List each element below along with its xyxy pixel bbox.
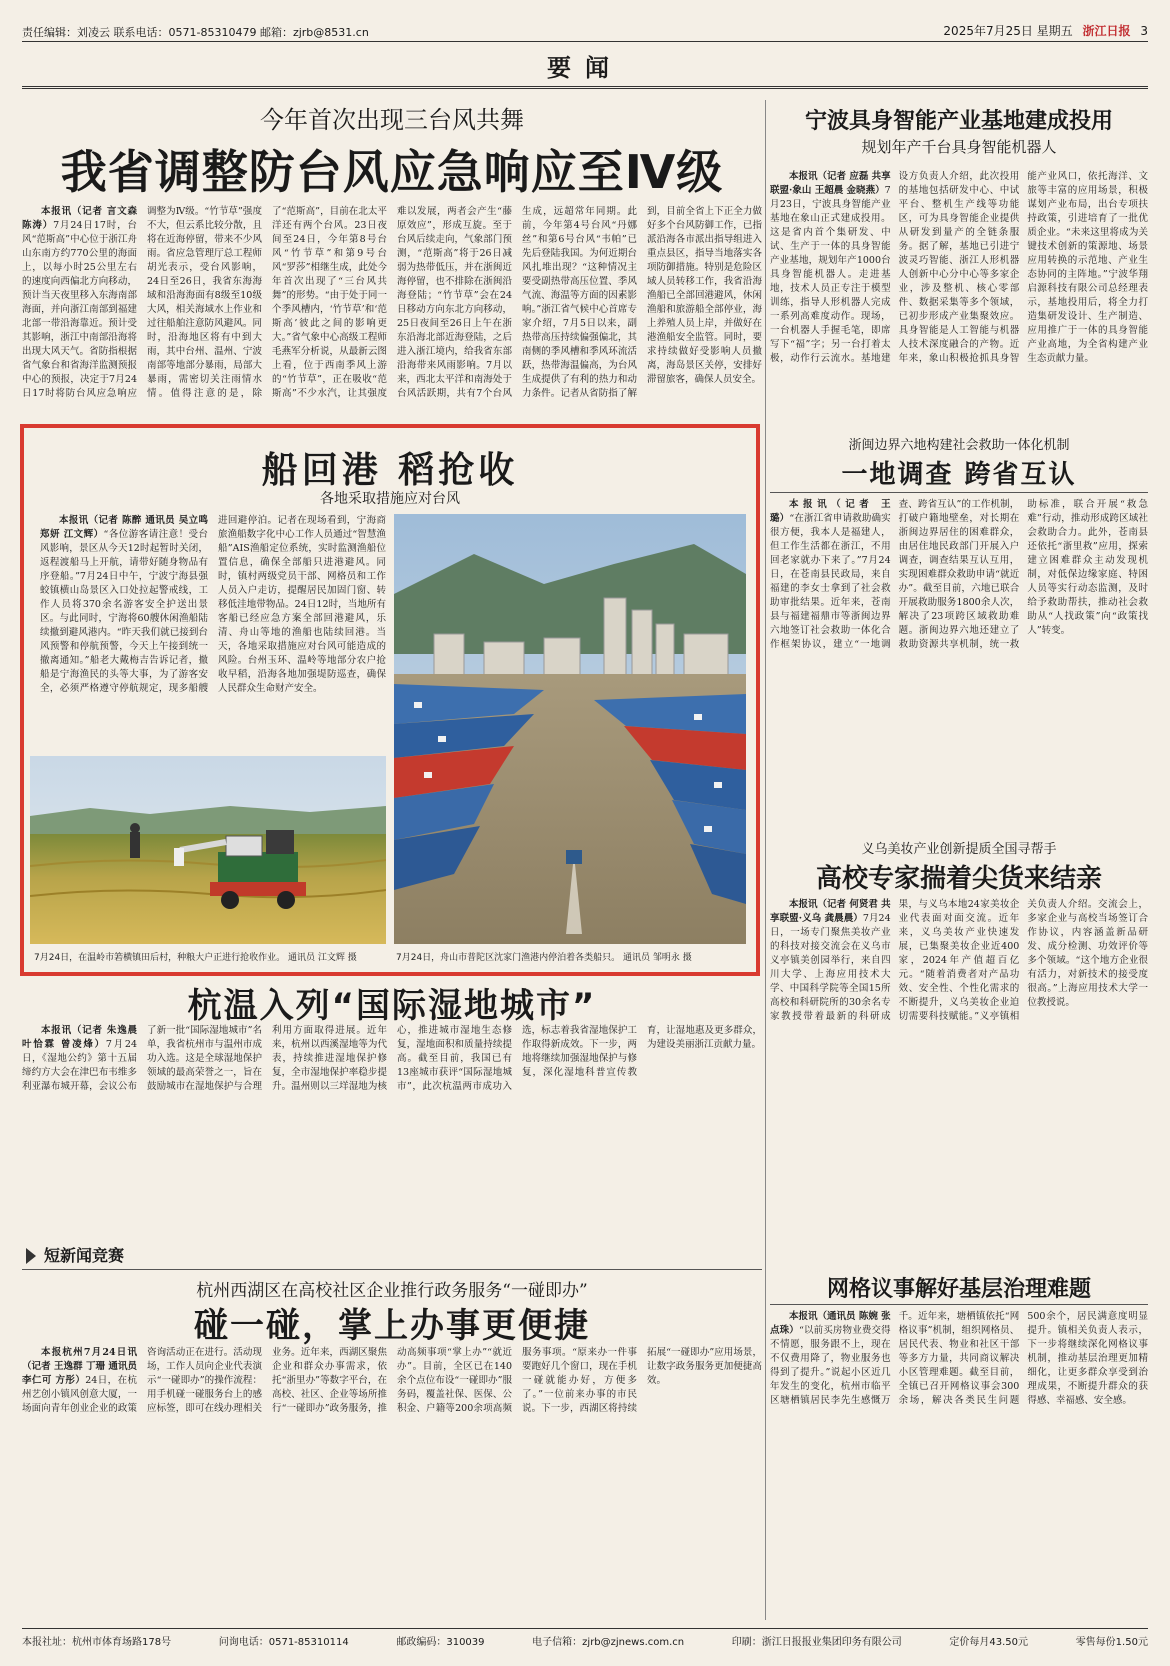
fishing-port-illustration: [394, 514, 746, 944]
xihu-byline: 本报杭州7月24日讯（记者 王逸群 丁珊 通讯员 李仁可 方彤）: [22, 1347, 137, 1386]
yiwu-headline: 高校专家揣着尖货来结亲: [815, 864, 1102, 894]
short-news-label: 短新闻竞赛: [44, 1246, 125, 1265]
footer-post: 邮政编码：310039: [396, 1637, 485, 1648]
feature-headline: 船回港 稻抢收: [261, 449, 519, 491]
editor-info: 责任编辑：刘凌云 联系电话：0571-85310479 邮箱：zjrb@8531.cn: [22, 26, 369, 39]
feature-box: [20, 424, 760, 976]
wetland-body-text: 7月24日，《湿地公约》第十五届缔约方大会在津巴布韦维多利亚瀑布城开幕，会议公布了新一批“国际湿地城市”名单，我省杭州市与温州市成功入选。这是全球湿地保护领域的最高荣誉之一，旨在鼓励城市在湿地保护与合理利用方面取得进展。近年来，杭州以西溪湿地等为代表，持续推进湿地保护修复，全市湿地保护率稳步提升。温州则以三垟湿地为核心，推进城市湿地生态修复，湿地面积和质量持续提高。截至目前，我国已有13座城市获评“国际湿地城市”，此次杭温两市成功入选，标志着我省湿地保护工作取得新成效。下一步，两地将继续加强湿地保护与修复，深化湿地科普宣传教育，让湿地惠及更多群众，为建设美丽浙江贡献力量。: [22, 1025, 762, 1092]
footer-email: 电子信箱：zjrb@zjnews.com.cn: [532, 1637, 685, 1648]
yiwu-kicker: 义乌美妆产业创新提质全国寻帮手: [861, 842, 1057, 857]
zheminc-article-body: [770, 498, 1148, 822]
ningbo-body-text: 7月23日，宁波具身智能产业基地在象山正式建成投用。这是省内首个集研发、中试、生产于一体的具身智能产业基地，规划年产1000台具身智能机器人。走进基地，技术人员正专注于模型训练，指导人形机器人完成一系列高难度动作。现场，一台机器人手握毛笔，即席写下“福”字；另一台打着太极，动作行云流水。基地建设方负责人介绍，此次投用的基地包括研发中心、中试平台、整机生产线等功能区，可为具身智能企业提供从研发到量产的全链条服务。据了解，基地已引进宁波灵巧智能、浙江人形机器人创新中心分中心等多家企业，涉及整机、核心零部件、数据采集等多个领域，已初步形成产业集聚效应。具身智能是人工智能与机器人技术深度融合的产物。近年来，象山积极抢抓具身智能产业风口，依托海洋、文旅等丰富的应用场景，积极谋划产业布局，出台专项扶持政策，引进培育了一批优质企业。“未来这里将成为关键技术创新的策源地、场景应用转换的示范地、产业生态协同的主阵地。”宁波华翔启源科技有限公司总经理表示，基地投用后，将全力打造集研发设计、生产制造、应用推广于一体的具身智能产业高地，为全省构建产业生态贡献力量。: [770, 171, 1148, 364]
issue-date: 2025年7月25日 星期五: [943, 24, 1073, 38]
lead-byline: 本报讯（记者 言文森 陈涛）: [22, 206, 137, 231]
xihu-kicker: 杭州西湖区在高校社区企业推行政务服务“一碰即办”: [196, 1281, 588, 1301]
zheminc-byline: 本报讯（记者 王璐）: [770, 499, 891, 524]
page-footer: [22, 1628, 1148, 1648]
grid-article-body: [770, 1310, 1148, 1618]
newspaper-logo: 浙江日报: [1082, 24, 1131, 38]
xihu-headline: 碰一碰，掌上办事更便捷: [194, 1306, 590, 1346]
zheminc-body-text: “在浙江省申请救助确实很方便，我本人是福建人，但工作生活都在浙江，不用回老家就办下来了。”7月24日，在苍南县民政局，来自福建的李女士拿到了社会救助审批结果。近年来，苍南县与福建福鼎市等浙闽边界六地签订社会救助一体化合作框架协议，建立“一地调查、跨省互认”的工作机制，打破户籍地壁垒，对长期在浙闽边界居住的困难群众，由居住地民政部门开展入户调查，调查结果互认互用，实现困难群众救助申请“就近办”。截至目前，六地已联合开展救助服务1800余人次，解决了23项跨区域救助难题。浙闽边界六地还建立了救助资源共享机制，统一救助标准，联合开展“救急难”行动，推动形成跨区域社会救助合力。此外，苍南县还依托“浙里救”应用，探索建立困难群众主动发现机制，对低保边缘家庭、特困人员等实行动态监测，及时给予救助帮扶，推动社会救助从“人找政策”向“政策找人”转变。: [770, 499, 1148, 650]
arrow-icon: [26, 1248, 36, 1264]
short-news-header: [22, 1244, 762, 1270]
feature-subheadline: 各地采取措施应对台风: [320, 491, 460, 507]
ningbo-subheadline: 规划年产千台具身智能机器人: [861, 138, 1057, 156]
lead-headline: 我省调整防台风应急响应至Ⅳ级: [60, 145, 724, 199]
feature-article-body: [40, 514, 386, 752]
header-right: [943, 22, 1148, 39]
fishing-port-photo: [394, 514, 746, 944]
lead-article-body: [22, 205, 762, 411]
ningbo-headline: 宁波具身智能产业基地建成投用: [804, 108, 1113, 134]
port-photo-caption: 7月24日，舟山市普陀区沈家门渔港内停泊着各类船只。 通讯员 邹明永 摄: [396, 953, 692, 963]
wetland-article-body: [22, 1024, 762, 1236]
xihu-article-body: [22, 1346, 762, 1618]
grid-body-text: “以前买房物业费交得不情愿，服务跟不上，现在不仅费用降了，物业服务也得到了提升。”说起小区近几年发生的变化，杭州市临平区塘栖镇居民李先生感慨万千。近年来，塘栖镇依托“网格议事”机制，组织网格员、居民代表、物业和社区干部等多方力量，共同商议解决小区管理难题。截至目前，全镇已召开网格议事会300余场，解决各类民生问题500余个，居民满意度明显提升。镇相关负责人表示，下一步将继续深化网格议事机制，推动基层治理更加精细化，让更多群众享受到治理成果，不断提升群众的获得感、幸福感、安全感。: [770, 1311, 1148, 1406]
zheminc-headline: 一地调查 跨省互认: [841, 460, 1077, 490]
page-number: 3: [1140, 24, 1148, 38]
section-title: 要闻: [547, 53, 623, 82]
column-divider: [765, 100, 766, 1620]
page-header: [22, 20, 1148, 42]
lead-body-text: 7月24日17时，台风“范斯高”中心位于浙江舟山东南方约770公里的海面上，以每小时25公里左右的速度向西偏北方向移动，预计当天夜里移入东海南部海面，并向浙江南部到福建北部一带沿海靠近。预计受其影响，浙江中南部沿海将出现大风天气。省防指根据省气象台和省海洋监测预报中心的预报，决定于7月24日17时将防台风应急响应调整为Ⅳ级。“竹节草”强度不大，但云系比较分散，且将在近海停留，带来不少风雨。省应急管理厅总工程师胡光表示，受台风影响，24日至26日，我省东海海域和沿海海面有8级至10级大风，相关海域水上作业和过往船舶注意防风避风。同时，沿海地区将有中到大雨，其中台州、温州、宁波南部等地部分暴雨，局部大暴雨，需密切关注雨情水情。值得注意的是，除了“范斯高”，目前在北太平洋还有两个台风。23日夜间至24日，今年第8号台风“竹节草”和第9号台风“罗莎”相继生成，此处今年首次出现了“三台风共舞”的形势。“由于处于同一个季风槽内，‘竹节草’和‘范斯高’彼此之间的影响更大。”省气象中心高级工程师毛燕军分析说，从最新云图上看，位于西南季风上游的“竹节草”，正在吸收“范斯高”不少水汽，让其强度难以发展，两者会产生“藤原效应”，形成互旋。至于台风后续走向，气象部门预测，“范斯高”将于26日减弱为热带低压，并在浙闽近海停留，也不排除在浙闽沿海登陆；“竹节草”会在24日移动方向东北方向移动，25日夜间至26日上午在浙东沿海北部近海登陆，之后进入浙江境内，给我省东部沿海带来风雨影响。7月以来，西北太平洋和南海处于台风活跃期，共有7个台风生成，远超常年同期。此前，今年第4号台风“丹娜丝”和第6号台风“韦帕”已先后登陆我国。为何近期台风扎堆出现？“这种情况主要受副热带高压位置、季风气流、海温等方面的因素影响。”浙江省气候中心首席专家介绍，7月5日以来，副热带高压持续偏强偏北，其南侧的季风槽和季风环流活跃，热带海温偏高，为台风生成提供了有利的热力和动力条件。记者从省防指了解到，目前全省上下正全力做好多个台风防御工作，已指派沿海各市派出指导组进入重点县区，指导当地落实各项防御措施。特别是危险区域人员转移工作，我省沿海渔船已全部回港避风，休闲渔船和旅游船全部停业，海上养殖人员上岸，并做好在港渔船安全监管。同时，要求持续做好受影响人员撤离，海岛景区关停，安排好滞留旅客，确保人员安全。: [22, 206, 762, 399]
grid-byline: 本报讯（通讯员 陈婉 张点珠）: [770, 1311, 891, 1336]
footer-printer: 印刷：浙江日报报业集团印务有限公司: [731, 1637, 902, 1648]
yiwu-article-body: [770, 898, 1148, 1252]
wetland-headline: 杭温入列“国际湿地城市”: [187, 986, 597, 1026]
rice-photo-caption: 7月24日，在温岭市箬横镇田后村，种粮大户正进行抢收作业。 通讯员 江文辉 摄: [34, 953, 357, 963]
ningbo-article-body: [770, 170, 1148, 425]
footer-copy-price: 零售每份1.50元: [1075, 1637, 1148, 1648]
xihu-body-text: 24日，在杭州艺创小镇风创意大厦，一场面向青年创业企业的政策咨询活动正在进行。活动现场，工作人员向企业代表演示“一碰即办”的操作流程：用手机碰一碰服务台上的感应标签，即可在线办理相关业务。近年来，西湖区聚焦企业和群众办事需求，依托“浙里办”等数字平台，在高校、社区、企业等场所推行“一碰即办”政务服务，推动高频事项“掌上办”“就近办”。目前，全区已在140余个点位布设“一碰即办”服务码，覆盖社保、医保、公积金、户籍等200余项高频服务事项。“原来办一件事要跑好几个窗口，现在手机一碰就能办好，方便多了。”一位前来办事的市民说。下一步，西湖区将持续拓展“一碰即办”应用场景，让数字政务服务更加便捷高效。: [22, 1347, 762, 1414]
wetland-byline: 本报讯（记者 朱逸晨 叶恰霖 曾凌烽）: [22, 1025, 137, 1050]
footer-phone: 问询电话：0571-85310114: [218, 1637, 349, 1648]
footer-price: 定价每月43.50元: [949, 1637, 1029, 1648]
feature-body-text: “各位游客请注意！受台风影响，景区从今天12时起暂时关闭，返程渡船马上开航，请带好随身物品有序登船。”7月24日中午，宁波宁海县强蛟镇横山岛景区入口处拉起警戒线，工作人员将370余名游客安全护送出景区。与此同时，宁海将60艘休闲渔船陆续撤到避风港内。“昨天我们就已接到台风预警和停航预警，今天上午接到统一撤离通知。”船老大戴梅吉告诉记者，撤船是宁海渔民的头等大事，为了游客安全，必须严格遵守停航规定，现多船艘进回避停泊。记者在现场看到，宁海商旅渔船数字化中心工作人员通过“智慧渔船”AIS渔船定位系统，实时监测渔船位置信息，确保全部船只进港避风。同时，镇村两级党员干部、网格员和工作人员入户走访，提醒居民加固门窗、转移低洼地带物品。24日12时，当地所有客船已经应急方案全部回港避风，乐清、舟山等地的渔船也陆续回港。当天，各地采取措施应对台风可能造成的风险。台州玉环、温岭等地部分农户抢收早稻，沿海各地加强堤防巡查，确保人民群众生命财产安全。: [40, 515, 386, 694]
grid-headline: 网格议事解好基层治理难题: [826, 1276, 1091, 1302]
yiwu-body-text: 7月24日，一场专门聚焦美妆产业的科技对接交流会在义乌市义亭镇美创园举行，来自四川大学、上海应用技术大学、中国科学院等全国15所高校和科研院所的30余名专家教授带着最新的科研成果，与义乌本地24家美妆企业代表面对面交流。近年来，义乌美妆产业快速发展，已集聚美妆企业近400家，2024年产值超百亿元。“随着消费者对产品功效、安全性、个性化需求的不断提升，义乌美妆企业迫切需要科技赋能。”义亭镇相关负责人介绍。交流会上，多家企业与高校当场签订合作协议，内容涵盖新品研发、成分检测、功效评价等多个领域。“这个地方企业很有活力，对新技术的接受度很高。”上海应用技术大学一位教授说。: [770, 899, 1148, 1022]
ningbo-byline: 本报讯（记者 应磊 共享联盟·象山 王超晨 金晓燕）: [770, 171, 891, 196]
yiwu-byline: 本报讯（记者 何贤君 共享联盟·义乌 龚晨晨）: [770, 899, 891, 924]
lead-kicker: 今年首次出现三台风共舞: [260, 106, 524, 134]
rice-harvest-photo: [30, 756, 386, 944]
rice-harvest-illustration: [30, 756, 386, 944]
zheminc-kicker: 浙闽边界六地构建社会救助一体化机制: [848, 438, 1070, 453]
divider: [770, 492, 1148, 493]
footer-address: 本报社址：杭州市体育场路178号: [22, 1637, 172, 1648]
divider: [770, 1304, 1148, 1305]
section-rule: [22, 86, 1148, 89]
feature-byline: 本报讯（记者 陈醉 通讯员 吴立鸣 郑妍 江文辉）: [40, 515, 208, 540]
